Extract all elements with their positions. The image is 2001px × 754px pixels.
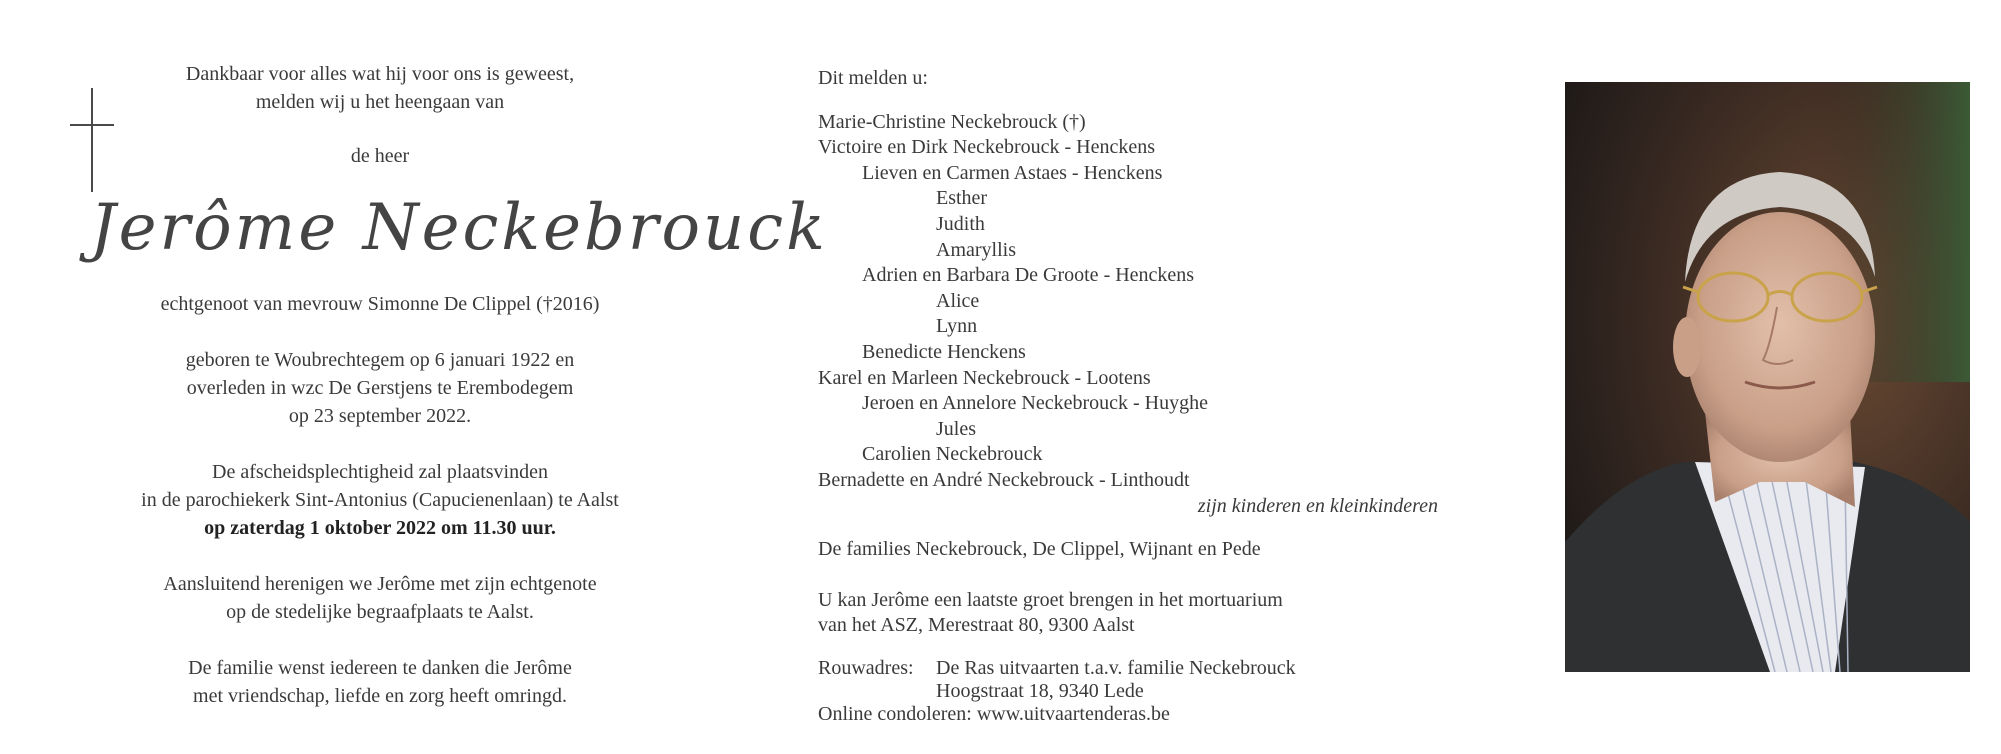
ceremony-line-2: in de parochiekerk Sint-Antonius (Capucienenlaan) te Aalst — [141, 489, 619, 511]
mourning-address — [818, 657, 1458, 703]
online-condolence-link[interactable]: Online condoleren: www.uitvaartenderas.be — [818, 702, 1170, 725]
family-member: Bernadette en André Neckebrouck - Linthoudt — [818, 468, 1190, 491]
family-members-list — [818, 110, 1458, 494]
cross-icon — [70, 88, 114, 192]
families-line: De families Neckebrouck, De Clippel, Wijnant en Pede — [818, 538, 1261, 561]
birth-line-2: overleden in wzc De Gerstjens te Erembodegem — [186, 377, 574, 399]
portrait-photo — [1565, 82, 1970, 672]
spouse-line: echtgenoot van mevrouw Simonne De Clippel (†2016) — [160, 293, 600, 315]
deceased-name: Jerôme Neckebrouck — [90, 191, 828, 265]
family-member: Judith — [936, 212, 985, 235]
burial-line-2: op de stedelijke begraafplaats te Aalst. — [226, 601, 534, 623]
family-member: Karel en Marleen Neckebrouck - Lootens — [818, 366, 1151, 389]
family-member: Esther — [936, 187, 988, 210]
birth-line-3: op 23 september 2022. — [288, 405, 472, 427]
family-member: Alice — [936, 289, 980, 312]
address-label: Rouwadres: — [818, 656, 914, 679]
intro-line-1: Dankbaar voor alles wat hij voor ons is geweest, — [185, 63, 575, 85]
salutation: de heer — [350, 145, 410, 167]
family-header: Dit melden u: — [818, 67, 928, 89]
intro-line-2: melden wij u het heengaan van — [255, 91, 505, 113]
family-member: Jules — [936, 417, 976, 440]
family-member: Lynn — [936, 315, 978, 338]
family-member: Carolien Neckebrouck — [862, 443, 1043, 466]
family-column — [818, 66, 1458, 726]
address-line-2: Hoogstraat 18, 9340 Lede — [936, 679, 1144, 702]
mortuarium-line-1: U kan Jerôme een laatste groet brengen in het mortuarium — [818, 588, 1283, 611]
family-member: Adrien en Barbara De Groote - Henckens — [862, 264, 1195, 287]
family-member: Amaryllis — [936, 238, 1016, 261]
address-line-1: De Ras uitvaarten t.a.v. familie Neckebrouck — [936, 656, 1296, 679]
thanks-line-2: met vriendschap, liefde en zorg heeft omringd. — [193, 685, 567, 707]
mortuarium-line-2: van het ASZ, Merestraat 80, 9300 Aalst — [818, 614, 1135, 637]
thanks-line-1: De familie wenst iedereen te danken die Jerôme — [188, 657, 572, 679]
ceremony-line-3: op zaterdag 1 oktober 2022 om 11.30 uur. — [204, 517, 556, 539]
family-member: Victoire en Dirk Neckebrouck - Henckens — [818, 136, 1155, 159]
relation-note: zijn kinderen en kleinkinderen — [1197, 494, 1438, 517]
family-member: Marie-Christine Neckebrouck (†) — [818, 110, 1086, 133]
family-member: Jeroen en Annelore Neckebrouck - Huyghe — [862, 392, 1208, 415]
family-member: Lieven en Carmen Astaes - Henckens — [862, 161, 1163, 184]
burial-line-1: Aansluitend herenigen we Jerôme met zijn echtgenote — [163, 573, 597, 595]
ceremony-line-1: De afscheidsplechtigheid zal plaatsvinden — [212, 461, 548, 483]
announcement-column — [90, 60, 828, 710]
family-member: Benedicte Henckens — [862, 340, 1026, 363]
birth-line-1: geboren te Woubrechtegem op 6 januari 1922 en — [185, 349, 575, 371]
